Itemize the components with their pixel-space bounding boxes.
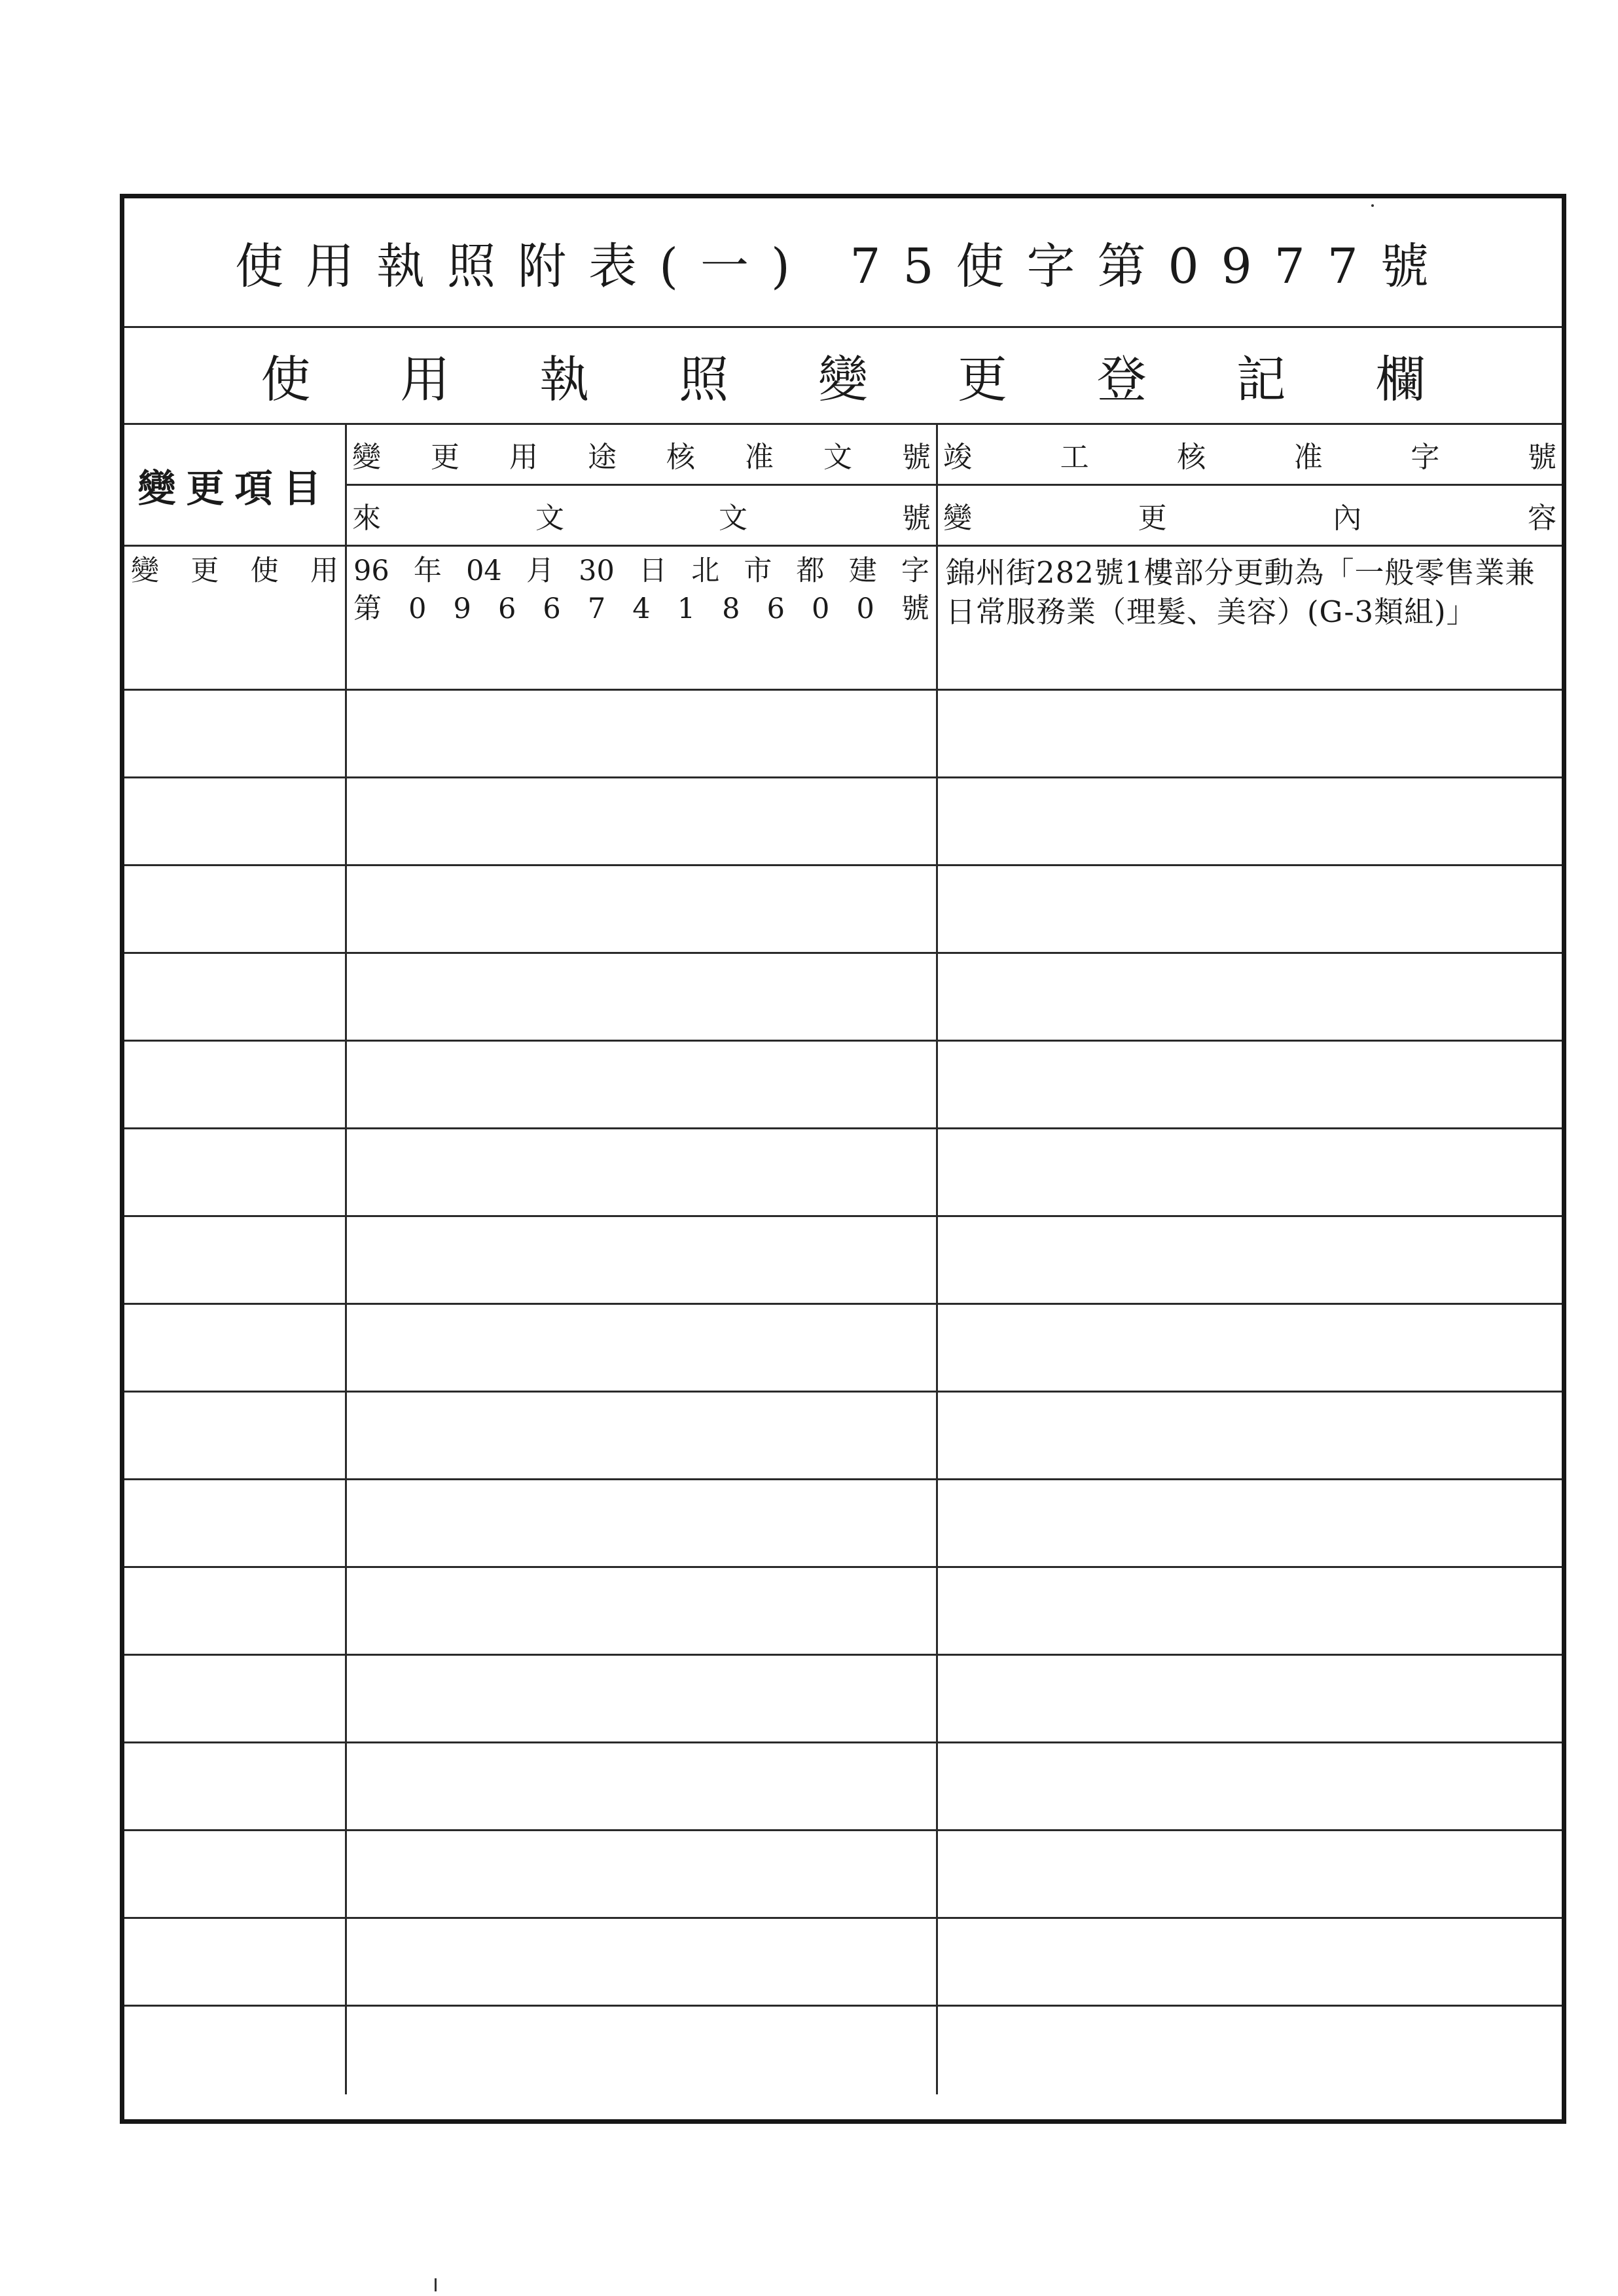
completion-head-char-1: 工 bbox=[1060, 441, 1089, 474]
subtitle-char-2: 執 bbox=[539, 350, 590, 409]
blank-item-cell[interactable] bbox=[124, 1831, 347, 1919]
blank-item-cell[interactable] bbox=[124, 2007, 347, 2094]
entry-doc-char-7: 1 bbox=[677, 592, 696, 625]
blank-doc-cell[interactable] bbox=[347, 1919, 938, 2007]
header-completion-number bbox=[938, 425, 1562, 486]
entry-doc-char-6: 北 bbox=[691, 555, 720, 587]
blank-content-cell[interactable] bbox=[938, 1217, 1562, 1305]
header-incoming-label bbox=[352, 494, 931, 536]
incoming-head-char-2: 文 bbox=[719, 501, 747, 535]
form-title: 使用執照附表(一) 75使字第0977號 bbox=[235, 238, 1451, 295]
content-head-char-1: 更 bbox=[1138, 501, 1167, 535]
entry-item-char-2: 使 bbox=[250, 555, 279, 587]
entry-doc-char-10: 字 bbox=[901, 555, 929, 587]
blank-content-cell[interactable] bbox=[938, 1656, 1562, 1743]
blank-content-cell[interactable] bbox=[938, 1831, 1562, 1919]
entry-item-text bbox=[131, 552, 338, 590]
entry-doc-char-0: 第 bbox=[353, 592, 382, 625]
approval-head-char-5: 准 bbox=[745, 441, 774, 474]
entry-doc-char-5: 日 bbox=[639, 555, 668, 587]
entry-doc-char-1: 年 bbox=[413, 555, 442, 587]
blank-doc-cell[interactable] bbox=[347, 1042, 938, 1129]
blank-item-cell[interactable] bbox=[124, 866, 347, 954]
entry-doc-char-1: 0 bbox=[408, 592, 427, 625]
incoming-head-char-3: 號 bbox=[902, 501, 931, 535]
blank-doc-cell[interactable] bbox=[347, 1743, 938, 1831]
approval-head-char-1: 更 bbox=[431, 441, 459, 474]
approval-head-char-4: 核 bbox=[666, 441, 695, 474]
blank-item-cell[interactable] bbox=[124, 1393, 347, 1480]
scan-speck bbox=[1371, 204, 1374, 207]
blank-doc-cell[interactable] bbox=[347, 778, 938, 866]
scan-mark bbox=[435, 2278, 437, 2291]
completion-head-char-5: 號 bbox=[1527, 441, 1556, 474]
entry-item bbox=[124, 547, 347, 691]
entry-doc-char-6: 4 bbox=[632, 592, 651, 625]
blank-item-cell[interactable] bbox=[124, 778, 347, 866]
register-table bbox=[124, 425, 1562, 2094]
blank-doc-cell[interactable] bbox=[347, 1656, 938, 1743]
blank-content-cell[interactable] bbox=[938, 2007, 1562, 2094]
entry-doc-char-2: 04 bbox=[466, 555, 502, 587]
blank-item-cell[interactable] bbox=[124, 1568, 347, 1656]
blank-item-cell[interactable] bbox=[124, 1656, 347, 1743]
header-change-item-label: 變更項目 bbox=[137, 465, 332, 511]
blank-content-cell[interactable] bbox=[938, 778, 1562, 866]
blank-doc-cell[interactable] bbox=[347, 1129, 938, 1217]
entry-doc-line-1 bbox=[353, 552, 929, 590]
approval-head-char-7: 號 bbox=[902, 441, 931, 474]
blank-content-cell[interactable] bbox=[938, 1393, 1562, 1480]
form-subtitle-row bbox=[124, 328, 1562, 425]
blank-content-cell[interactable] bbox=[938, 1042, 1562, 1129]
incoming-head-char-0: 來 bbox=[352, 501, 381, 535]
header-change-item bbox=[124, 425, 347, 547]
incoming-head-char-1: 文 bbox=[535, 501, 564, 535]
blank-content-cell[interactable] bbox=[938, 1480, 1562, 1568]
blank-item-cell[interactable] bbox=[124, 1305, 347, 1393]
entry-doc-char-3: 月 bbox=[526, 555, 554, 587]
entry-doc-char-3: 6 bbox=[497, 592, 516, 625]
content-head-char-0: 變 bbox=[943, 501, 972, 535]
blank-content-cell[interactable] bbox=[938, 1743, 1562, 1831]
blank-item-cell[interactable] bbox=[124, 1743, 347, 1831]
entry-doc-char-9: 6 bbox=[766, 592, 785, 625]
approval-head-char-0: 變 bbox=[352, 441, 381, 474]
entry-doc-char-0: 96 bbox=[353, 555, 389, 587]
approval-head-char-2: 用 bbox=[509, 441, 538, 474]
approval-head-char-3: 途 bbox=[588, 441, 617, 474]
blank-doc-cell[interactable] bbox=[347, 1393, 938, 1480]
entry-doc-char-4: 30 bbox=[579, 555, 615, 587]
subtitle-char-1: 用 bbox=[400, 350, 450, 409]
content-head-char-3: 容 bbox=[1527, 501, 1556, 535]
completion-head-char-3: 准 bbox=[1293, 441, 1323, 474]
blank-item-cell[interactable] bbox=[124, 1480, 347, 1568]
blank-item-cell[interactable] bbox=[124, 1042, 347, 1129]
form-title-row bbox=[124, 198, 1562, 328]
subtitle-char-5: 更 bbox=[957, 350, 1007, 409]
blank-doc-cell[interactable] bbox=[347, 1217, 938, 1305]
entry-item-char-1: 更 bbox=[190, 555, 219, 587]
blank-doc-cell[interactable] bbox=[347, 1305, 938, 1393]
entry-doc-char-7: 市 bbox=[744, 555, 772, 587]
blank-item-cell[interactable] bbox=[124, 1919, 347, 2007]
completion-head-char-2: 核 bbox=[1177, 441, 1206, 474]
blank-content-cell[interactable] bbox=[938, 954, 1562, 1042]
entry-doc-char-5: 7 bbox=[587, 592, 606, 625]
header-doc-number bbox=[347, 425, 938, 547]
blank-doc-cell[interactable] bbox=[347, 2007, 938, 2094]
entry-doc-char-4: 6 bbox=[543, 592, 561, 625]
entry-change-content: 錦州街282號1樓部分更動為「一般零售業兼日常服務業（理髮、美容）(G-3類組)」 bbox=[938, 547, 1562, 691]
header-approval-number bbox=[347, 425, 936, 486]
subtitle-char-3: 照 bbox=[679, 350, 729, 409]
header-completion-label bbox=[943, 433, 1556, 475]
blank-item-cell[interactable] bbox=[124, 1217, 347, 1305]
entry-doc-char-10: 0 bbox=[812, 592, 830, 625]
subtitle-char-8: 欄 bbox=[1375, 350, 1426, 409]
blank-item-cell[interactable] bbox=[124, 691, 347, 778]
blank-content-cell[interactable] bbox=[938, 1129, 1562, 1217]
blank-content-cell[interactable] bbox=[938, 1568, 1562, 1656]
blank-content-cell[interactable] bbox=[938, 1919, 1562, 2007]
completion-head-char-0: 竣 bbox=[943, 441, 972, 474]
subtitle-char-6: 登 bbox=[1096, 350, 1147, 409]
entry-item-char-3: 用 bbox=[310, 555, 338, 587]
entry-doc-char-8: 8 bbox=[722, 592, 740, 625]
entry-item-char-0: 變 bbox=[131, 555, 159, 587]
blank-doc-cell[interactable] bbox=[347, 1568, 938, 1656]
header-completion bbox=[938, 425, 1562, 547]
blank-item-cell[interactable] bbox=[124, 1129, 347, 1217]
entry-doc-char-12: 號 bbox=[901, 592, 929, 625]
blank-doc-cell[interactable] bbox=[347, 1831, 938, 1919]
entry-doc-char-2: 9 bbox=[453, 592, 471, 625]
blank-doc-cell[interactable] bbox=[347, 691, 938, 778]
blank-doc-cell[interactable] bbox=[347, 866, 938, 954]
completion-head-char-4: 字 bbox=[1411, 441, 1440, 474]
subtitle-char-7: 記 bbox=[1236, 350, 1286, 409]
header-approval-label bbox=[352, 433, 931, 475]
blank-content-cell[interactable] bbox=[938, 866, 1562, 954]
entry-doc-number bbox=[347, 547, 938, 691]
approval-head-char-6: 文 bbox=[823, 441, 852, 474]
subtitle-char-0: 使 bbox=[261, 350, 311, 409]
entry-doc-char-9: 建 bbox=[848, 555, 877, 587]
license-form bbox=[120, 194, 1566, 2124]
entry-doc-line-2 bbox=[353, 590, 929, 628]
subtitle-char-4: 變 bbox=[818, 350, 868, 409]
header-incoming-number bbox=[347, 486, 936, 545]
blank-doc-cell[interactable] bbox=[347, 1480, 938, 1568]
blank-content-cell[interactable] bbox=[938, 1305, 1562, 1393]
blank-item-cell[interactable] bbox=[124, 954, 347, 1042]
blank-doc-cell[interactable] bbox=[347, 954, 938, 1042]
entry-doc-char-11: 0 bbox=[856, 592, 874, 625]
content-head-char-2: 內 bbox=[1333, 501, 1362, 535]
blank-content-cell[interactable] bbox=[938, 691, 1562, 778]
entry-doc-char-8: 都 bbox=[796, 555, 825, 587]
header-change-content bbox=[938, 486, 1562, 545]
header-content-label bbox=[943, 494, 1556, 536]
